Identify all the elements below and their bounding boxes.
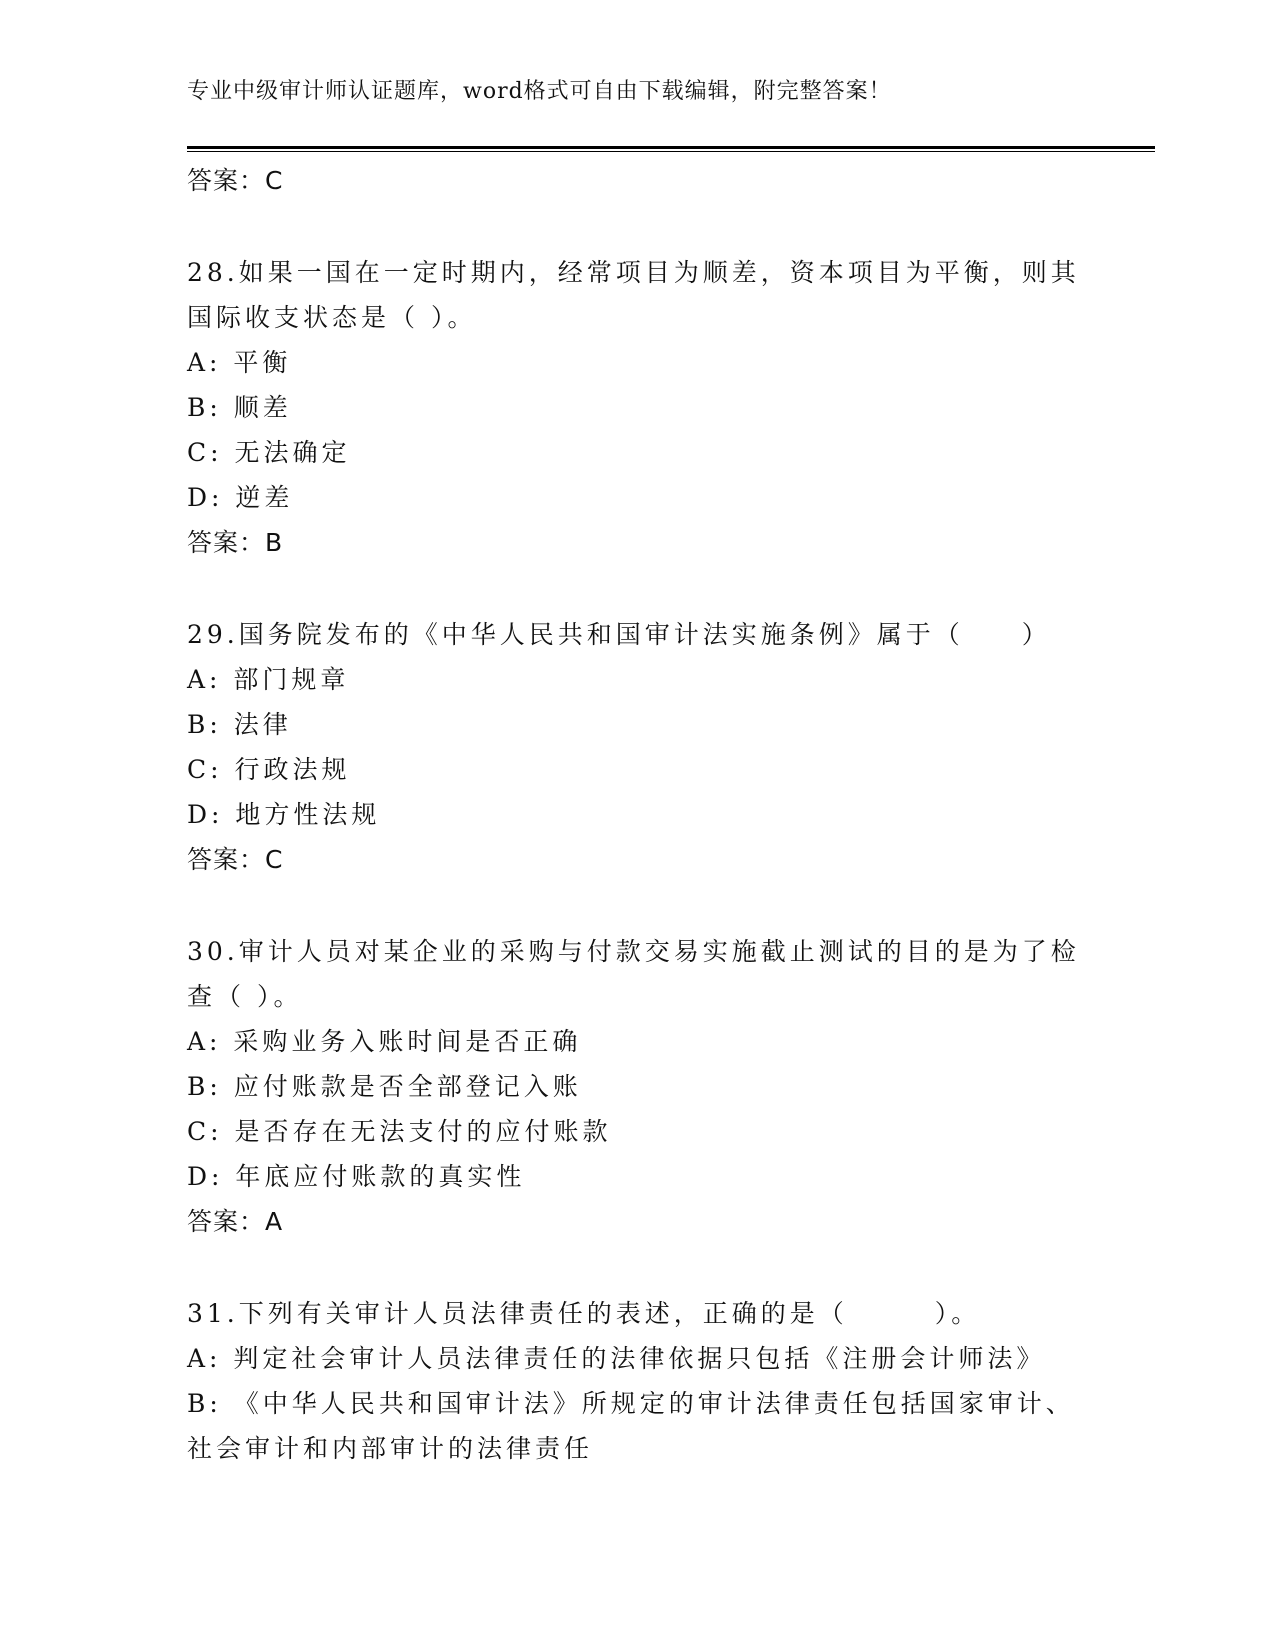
spacer bbox=[187, 203, 1087, 250]
answer: 答案：C bbox=[187, 845, 284, 874]
option-a: A: 平衡 bbox=[187, 348, 292, 377]
option-d: D: 地方性法规 bbox=[187, 800, 381, 829]
option-a: A: 采购业务入账时间是否正确 bbox=[187, 1027, 582, 1056]
spacer bbox=[187, 565, 1087, 612]
answer: 答案：A bbox=[187, 1207, 284, 1236]
question-stem: 28.如果一国在一定时期内，经常项目为顺差，资本项目为平衡，则其 bbox=[187, 258, 1080, 287]
spacer bbox=[187, 1244, 1087, 1291]
header-rule-thick bbox=[187, 146, 1155, 149]
option-c: C: 是否存在无法支付的应付账款 bbox=[187, 1117, 612, 1146]
question-29 bbox=[187, 612, 1087, 882]
question-stem: 查（ ）。 bbox=[187, 982, 303, 1011]
question-content bbox=[187, 158, 1087, 1471]
option-b: B: 法律 bbox=[187, 710, 292, 739]
question-stem: 31.下列有关审计人员法律责任的表述，正确的是（ ）。 bbox=[187, 1299, 981, 1328]
header-rule-thin bbox=[187, 151, 1155, 152]
option-a: A: 判定社会审计人员法律责任的法律依据只包括《注册会计师法》 bbox=[187, 1344, 1046, 1373]
question-stem: 国际收支状态是（ ）。 bbox=[187, 303, 477, 332]
option-a: A: 部门规章 bbox=[187, 665, 350, 694]
option-b: B: 《中华人民共和国审计法》所规定的审计法律责任包括国家审计、 bbox=[187, 1389, 1075, 1418]
page-header: 专业中级审计师认证题库，word格式可自由下载编辑，附完整答案！ bbox=[187, 79, 892, 104]
option-b: B: 顺差 bbox=[187, 393, 292, 422]
question-30 bbox=[187, 929, 1087, 1244]
option-c: C: 行政法规 bbox=[187, 755, 351, 784]
question-stem: 29.国务院发布的《中华人民共和国审计法实施条例》属于（ ） bbox=[187, 620, 1051, 649]
previous-answer: 答案：C bbox=[187, 166, 284, 195]
question-28 bbox=[187, 250, 1087, 565]
option-d: D: 逆差 bbox=[187, 483, 294, 512]
option-c: C: 无法确定 bbox=[187, 438, 351, 467]
spacer bbox=[187, 882, 1087, 929]
option-b: B: 应付账款是否全部登记入账 bbox=[187, 1072, 582, 1101]
question-31 bbox=[187, 1291, 1087, 1471]
answer: 答案：B bbox=[187, 528, 284, 557]
option-b-continued: 社会审计和内部审计的法律责任 bbox=[187, 1434, 594, 1463]
option-d: D: 年底应付账款的真实性 bbox=[187, 1162, 526, 1191]
question-stem: 30.审计人员对某企业的采购与付款交易实施截止测试的目的是为了检 bbox=[187, 937, 1080, 966]
